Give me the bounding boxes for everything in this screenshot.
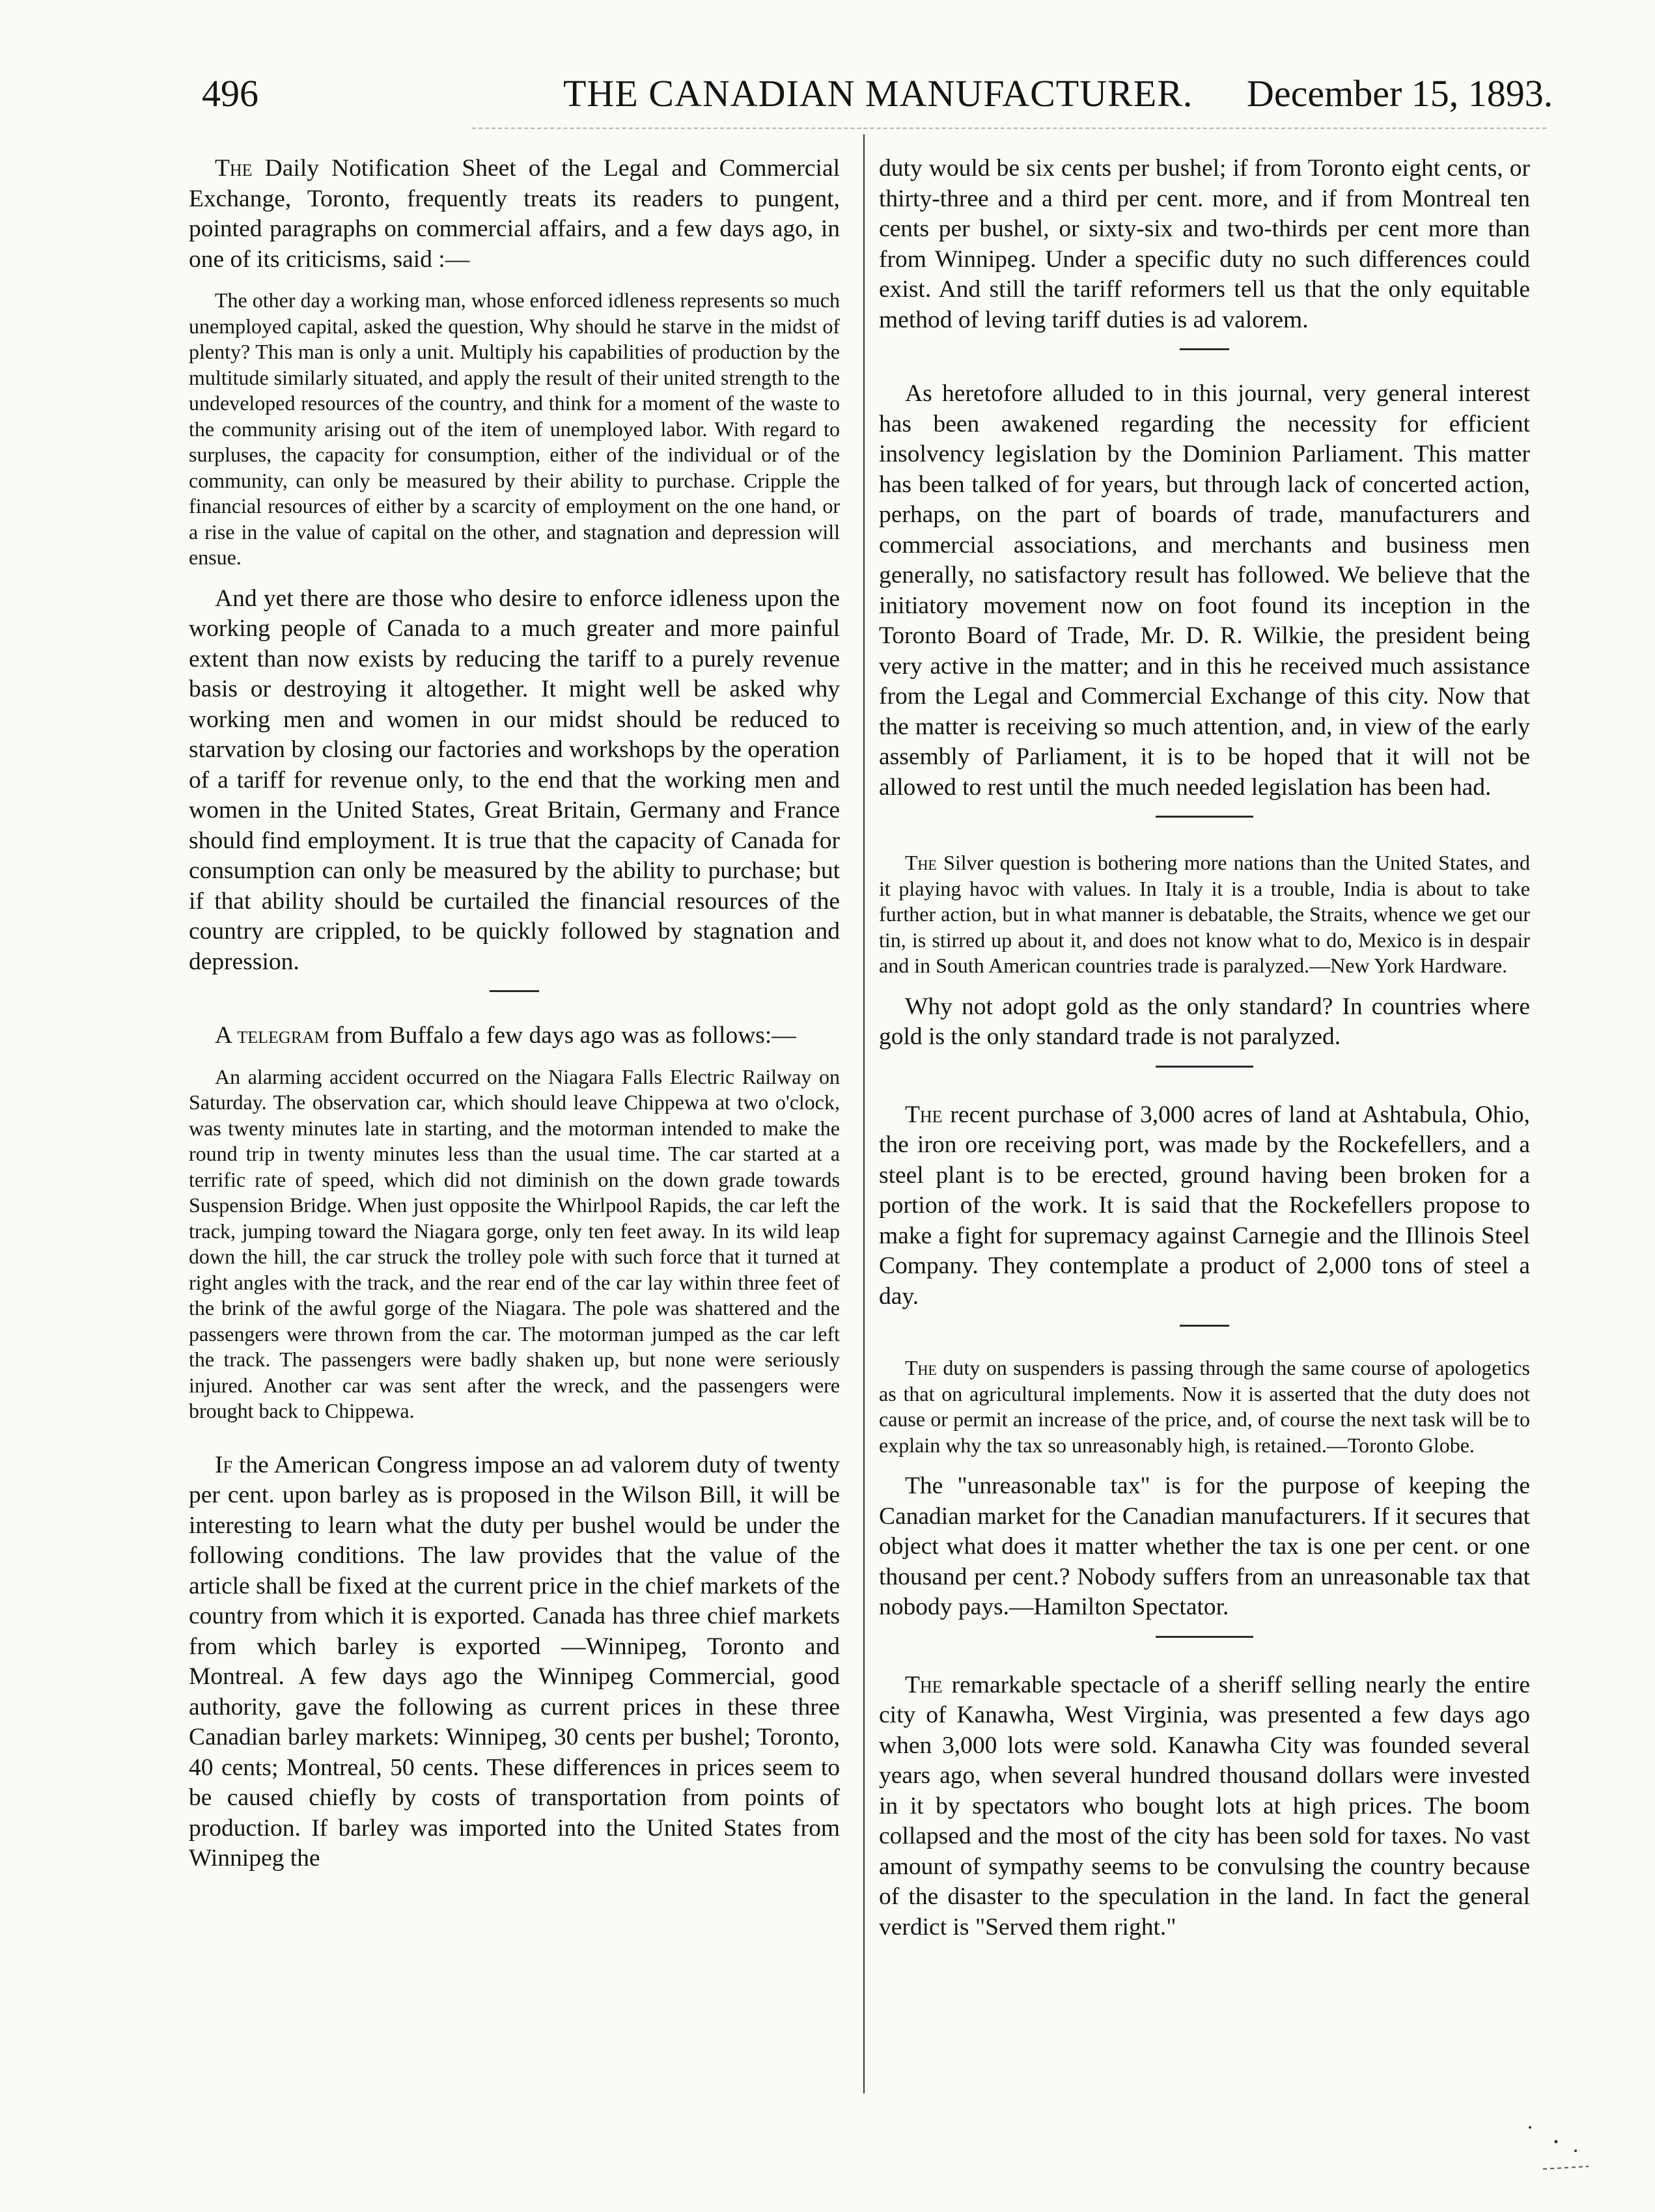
article-lead-word: The bbox=[905, 1671, 943, 1698]
article-paragraph: And yet there are those who desire to enforce idleness upon the working people of Canada to a much greater and more painful extent than now exists by reducing the tariff to a purely revenue basis or destroying it altogether. It might well be asked why working men and women in our midst should be reduced to starvation by closing our factories and workshops by the operation of a tariff for revenue only, to the end that the working men and women in the United States, Great Britain, Germany and France should find employment. It is true that the capacity of Canada for consumption can only be measured by the ability to purchase; but if that ability should be curtailed the financial resources of the country are crippled, to be quickly followed by stagnation and depression. bbox=[189, 585, 840, 975]
section-divider bbox=[1156, 1066, 1253, 1068]
publication-title: THE CANADIAN MANUFACTURER. bbox=[563, 72, 1193, 115]
issue-date: December 15, 1893. bbox=[1247, 72, 1553, 115]
section-divider bbox=[1156, 1636, 1253, 1638]
section-divider bbox=[1180, 1325, 1229, 1327]
article-text: duty on suspenders is passing through the same course of apologetics as that on agricultural implements. Now it is asserted that the duty does not cause or permit an increase of the price, and, of course the next task will be to explain why the tax so unreasonably high, is retained.—Toronto Globe. bbox=[879, 1356, 1530, 1457]
article-text: recent purchase of 3,000 acres of land at Ashtabula, Ohio, the iron ore receiving port, was made by the Rockefellers, and a steel plant is to be erected, ground having been broken for a portion of the work. It is said that the Rockefellers propose to make a fight for supremacy against Carnegie and the Illinois Steel Company. They contemplate a product of 2,000 tons of steel a day. bbox=[879, 1101, 1530, 1310]
article-paragraph: The "unreasonable tax" is for the purpose of keeping the Canadian market for the Canadian manufacturers. If it secures that object what does it matter whether the tax is one per cent. or one thousand per cent.? Nobody suffers from an unreasonable tax that nobody pays.—Hamilton Spectator. bbox=[879, 1472, 1530, 1620]
article-lead-word: The bbox=[905, 851, 937, 874]
article-text: remarkable spectacle of a sheriff selling nearly the entire city of Kanawha, West Virginia, was presented a few days ago when 3,000 lots were sold. Kanawha City was founded several years ago, when several hundred thousand dollars were invested in it by spectators who bought lots at high prices. The boom collapsed and the most of the city has been sold for taxes. No vast amount of sympathy seems to be convulsing the country because of the disaster to the speculation in the land. In fact the general verdict is "Served them right." bbox=[879, 1671, 1530, 1941]
article-lead-word: The bbox=[905, 1356, 937, 1379]
article-text: Daily Notification Sheet of the Legal and Commercial Exchange, Toronto, frequently treats its readers to pungent, pointed paragraphs on commercial affairs, and a few days ago, in one of its criticisms, said :— bbox=[189, 155, 840, 273]
section-divider bbox=[1180, 348, 1229, 350]
article-text: the American Congress impose an ad valorem duty of twenty per cent. upon barley as is proposed in the Wilson Bill, it will be interesting to learn what the duty per bushel would be under the following conditions. The law provides that the value of the article shall be fixed at the current price in the chief markets of the country from which it is exported. Canada has three chief markets from which barley is exported —Winnipeg, Toronto and Montreal. A few days ago the Winnipeg Commercial, good authority, gave the following as current prices in these three Canadian barley markets: Winnipeg, 30 cents per bushel; Toronto, 40 cents; Montreal, 50 cents. These differences in prices seem to be caused chiefly by costs of transportation from points of production. If barley was imported into the United States from Winnipeg the bbox=[189, 1451, 840, 1872]
article-continuation: duty would be six cents per bushel; if from Toronto eight cents, or thirty-three and a third per cent. more, and if from Montreal ten cents per bushel, or sixty-six and two-thirds per cent more than from Winnipeg. Under a specific duty no such differences could exist. And still the tariff reformers tell us that the only equitable method of leving tariff duties is ad valorem. bbox=[879, 155, 1530, 333]
article-insolvency: As heretofore alluded to in this journal, very general interest has been awakened regarding the necessity for efficient insolvency legislation by the Dominion Parliament. This matter has been talked of for years, but through lack of concerted action, perhaps, on the part of boards of trade, manufacturers and commercial associations, and merchants and business men generally, no satisfactory result has followed. We believe that the initiatory movement now on foot found its inception in the Toronto Board of Trade, Mr. D. R. Wilkie, the president being very active in the matter; and in this he received much assistance from the Legal and Commercial Exchange of this city. Now that the matter is receiving so much attention, and, in view of the early assembly of Parliament, it is to be hoped that it will not be allowed to rest until the much needed legislation has been had. bbox=[879, 380, 1530, 801]
quoted-paragraph: The other day a working man, whose enforced idleness represents so much unemployed capital, asked the question, Why should he starve in the midst of plenty? This man is only a unit. Multiply his capabilities of production by the multitude similarly situated, and apply the result of their united strength to the undeveloped resources of the country, and think for a moment of the waste to the community arising out of the item of unemployed labor. With regard to surpluses, the capacity for consumption, either of the individual or of the community, can only be measured by their ability to purchase. Cripple the financial resources of either by a scarcity of employment on the one hand, or a rise in the value of capital on the other, and stagnation and depression will ensue. bbox=[189, 288, 840, 569]
section-divider bbox=[1156, 816, 1253, 818]
quoted-paragraph: An alarming accident occurred on the Niagara Falls Electric Railway on Saturday. The observation car, which should leave Chippewa at two o'clock, was twenty minutes late in starting, and the motorman intended to make the round trip in twenty minutes less than the usual time. The car started at a terrific rate of speed, which did not diminish on the down grade towards Suspension Bridge. When just opposite the Whirlpool Rapids, the car left the track, jumping toward the Niagara gorge, only ten feet away. In its wild leap down the hill, the car struck the trolley pole with such force that it turned at right angles with the track, and the rear end of the car lay within three feet of the brink of the awful gorge of the Niagara. The pole was shattered and the passengers were thrown from the car. The motorman jumped as the car left the track. The passengers were badly shaken up, but none were seriously injured. Another car was sent after the wreck, and the passengers were brought back to Chippewa. bbox=[189, 1064, 840, 1422]
article-text: from Buffalo a few days ago was as follows:— bbox=[335, 1022, 796, 1049]
article-kanawha bbox=[879, 1670, 1530, 1943]
article-lead-word: The bbox=[905, 1101, 943, 1128]
article-silver-question bbox=[879, 850, 1530, 979]
article-paragraph: Why not adopt gold as the only standard? In countries where gold is the only standard trade is not paralyzed. bbox=[879, 993, 1530, 1050]
page-number: 496 bbox=[202, 72, 258, 115]
article-telegram bbox=[189, 1021, 840, 1051]
article-lead-word: If bbox=[215, 1451, 232, 1478]
column-rule bbox=[863, 134, 865, 2094]
right-column bbox=[879, 154, 1530, 2107]
print-specks bbox=[1517, 2122, 1595, 2174]
article-daily-notification bbox=[189, 154, 840, 275]
article-text: Silver question is bothering more nations than the United States, and it playing havoc with values. In Italy it is a trouble, India is about to take further action, but in what manner is debatable, the Straits, whence we get our tin, is stirred up about it, and does not know what to do, Mexico is in despair and in South American countries trade is paralyzed.—New York Hardware. bbox=[879, 851, 1530, 977]
left-column bbox=[189, 154, 840, 2107]
article-barley-duty bbox=[189, 1450, 840, 1874]
page-header bbox=[0, 68, 1655, 120]
article-lead-word: A telegram bbox=[215, 1022, 329, 1049]
article-suspenders bbox=[879, 1355, 1530, 1458]
section-divider bbox=[490, 990, 539, 992]
article-lead-word: The bbox=[215, 155, 253, 182]
header-rule bbox=[472, 128, 1546, 129]
article-ashtabula bbox=[879, 1100, 1530, 1312]
